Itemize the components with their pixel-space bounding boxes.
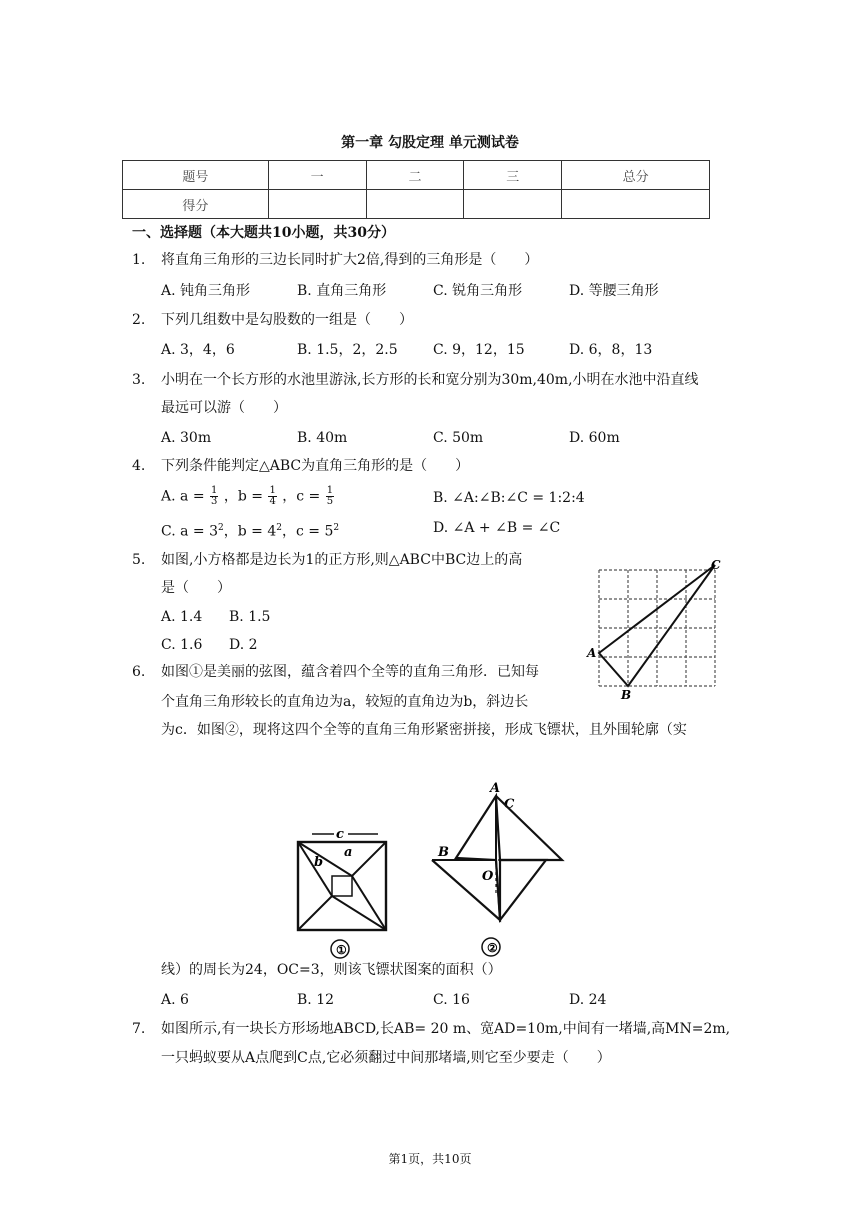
question-number: 7.	[132, 1021, 146, 1037]
grid-triangle-figure	[585, 555, 730, 700]
fraction-one-third	[210, 486, 218, 507]
exponent: 2	[333, 523, 340, 533]
question-number: 4.	[132, 458, 146, 474]
option-c-var-b: ，b = 4	[223, 523, 277, 540]
vertex-label-a: A	[587, 646, 597, 660]
option-a: A. 1.4	[161, 609, 203, 625]
option-a	[161, 486, 335, 507]
question-number: 2.	[132, 312, 146, 328]
vertex-label-c: C	[504, 797, 515, 812]
score-row-label: 得分	[123, 190, 269, 219]
question-number: 6.	[132, 664, 146, 680]
question-stem-line1: 如图①是美丽的弦图，蕴含着四个全等的直角三角形．已知每	[161, 664, 539, 680]
option-a: A. 6	[161, 992, 189, 1008]
option-b: B. ∠A:∠B:∠C = 1:2:4	[433, 490, 585, 506]
score-header-2: 二	[366, 161, 464, 190]
score-cell-2[interactable]	[366, 190, 464, 219]
side-label-a: a	[344, 845, 353, 860]
score-cell-total[interactable]	[562, 190, 710, 219]
option-c: C. 锐角三角形	[433, 283, 523, 299]
figure-number-1: ①	[336, 943, 347, 957]
question-stem: 将直角三角形的三边长同时扩大2倍,得到的三角形是（ ）	[161, 252, 539, 268]
side-label-c: c	[336, 827, 344, 842]
option-a: A. 30m	[161, 430, 212, 446]
option-c	[161, 518, 339, 542]
section-heading: 一、选择题（本大题共10小题，共30分）	[132, 225, 395, 241]
question-stem: 下列几组数中是勾股数的一组是（ ）	[161, 312, 413, 328]
option-a: A. 3，4，6	[161, 342, 235, 358]
question-stem-line2: 最远可以游（ ）	[161, 400, 287, 416]
option-c: C. 1.6	[161, 637, 203, 653]
option-b: B. 直角三角形	[297, 283, 387, 299]
question-stem-line1: 如图,小方格都是边长为1的正方形,则△ABC中BC边上的高	[161, 552, 523, 568]
question-stem-line4: 线）的周长为24，OC=3，则该飞镖状图案的面积（）	[161, 962, 502, 978]
option-b: B. 1.5，2，2.5	[297, 342, 398, 358]
vertex-label-b: B	[438, 845, 449, 860]
question-stem-line2: 个直角三角形较长的直角边为a，较短的直角边为b，斜边长	[161, 694, 529, 710]
option-d: D. 60m	[569, 430, 620, 446]
score-header-3: 三	[464, 161, 562, 190]
denominator: 5	[326, 496, 334, 507]
numerator: 1	[269, 485, 276, 496]
option-a: A. 钝角三角形	[161, 283, 251, 299]
option-c-var-c: ，c = 5	[281, 523, 334, 540]
page-title: 第一章 勾股定理 单元测试卷	[341, 135, 519, 151]
score-header-1: 一	[268, 161, 366, 190]
option-d: D. 24	[569, 992, 607, 1008]
score-header-total: 总分	[562, 161, 710, 190]
option-b: B. 12	[297, 992, 335, 1008]
option-c-var-a: C. a = 3	[161, 523, 218, 540]
question-stem-line1: 如图所示,有一块长方形场地ABCD,长AB= 20 m、宽AD=10m,中间有一堵墙,高MN=2m,	[161, 1021, 731, 1037]
exponent: 2	[276, 523, 282, 533]
fraction-one-fifth	[326, 486, 334, 507]
center-label-o: O	[482, 869, 494, 884]
figure-number-2: ②	[487, 941, 498, 955]
score-cell-3[interactable]	[464, 190, 562, 219]
question-number: 3.	[132, 372, 146, 388]
question-stem: 下列条件能判定△ABC为直角三角形的是（ ）	[161, 458, 470, 474]
option-a-prefix: A.	[161, 488, 181, 505]
side-label-b: b	[314, 855, 324, 870]
denominator: 3	[211, 496, 218, 507]
numerator: 1	[326, 485, 334, 496]
option-d: D. 6，8，13	[569, 342, 653, 358]
option-c: C. 50m	[433, 430, 484, 446]
vertex-label-c: C	[711, 558, 721, 572]
question-stem-line3: 为c．如图②，现将这四个全等的直角三角形紧密拼接，形成飞镖状，且外围轮廓（实	[161, 722, 687, 738]
denominator: 4	[269, 496, 276, 507]
option-b: B. 1.5	[229, 609, 271, 625]
string-figure-1	[292, 820, 392, 960]
question-stem-line2: 一只蚂蚁要从A点爬到C点,它必须翻过中间那堵墙,则它至少要走（ ）	[161, 1050, 611, 1066]
option-a-var-b: ，b =	[223, 488, 263, 505]
option-b: B. 40m	[297, 430, 348, 446]
page-footer: 第1页，共10页	[388, 1152, 472, 1166]
question-number: 1.	[132, 252, 146, 268]
vertex-label-b: B	[621, 688, 632, 700]
question-number: 5.	[132, 552, 146, 568]
fraction-one-quarter	[268, 486, 276, 507]
option-d: D. ∠A + ∠B = ∠C	[433, 520, 561, 536]
exponent: 2	[218, 523, 224, 533]
question-stem-line1: 小明在一个长方形的水池里游泳,长方形的长和宽分别为30m,40m,小明在水池中沿直线	[161, 372, 699, 388]
vertex-label-a: A	[490, 781, 501, 796]
option-c: C. 9，12，15	[433, 342, 525, 358]
option-d: D. 等腰三角形	[569, 283, 659, 299]
question-stem-line2: 是（ ）	[161, 580, 231, 596]
score-cell-1[interactable]	[268, 190, 366, 219]
numerator: 1	[211, 485, 218, 496]
dart-figure-2	[428, 778, 568, 960]
score-table	[122, 160, 710, 219]
option-c: C. 16	[433, 992, 470, 1008]
score-header-label: 题号	[123, 161, 269, 190]
option-d: D. 2	[229, 637, 258, 653]
option-a-var-a: a =	[180, 488, 205, 505]
option-a-var-c: ，c =	[282, 488, 321, 505]
